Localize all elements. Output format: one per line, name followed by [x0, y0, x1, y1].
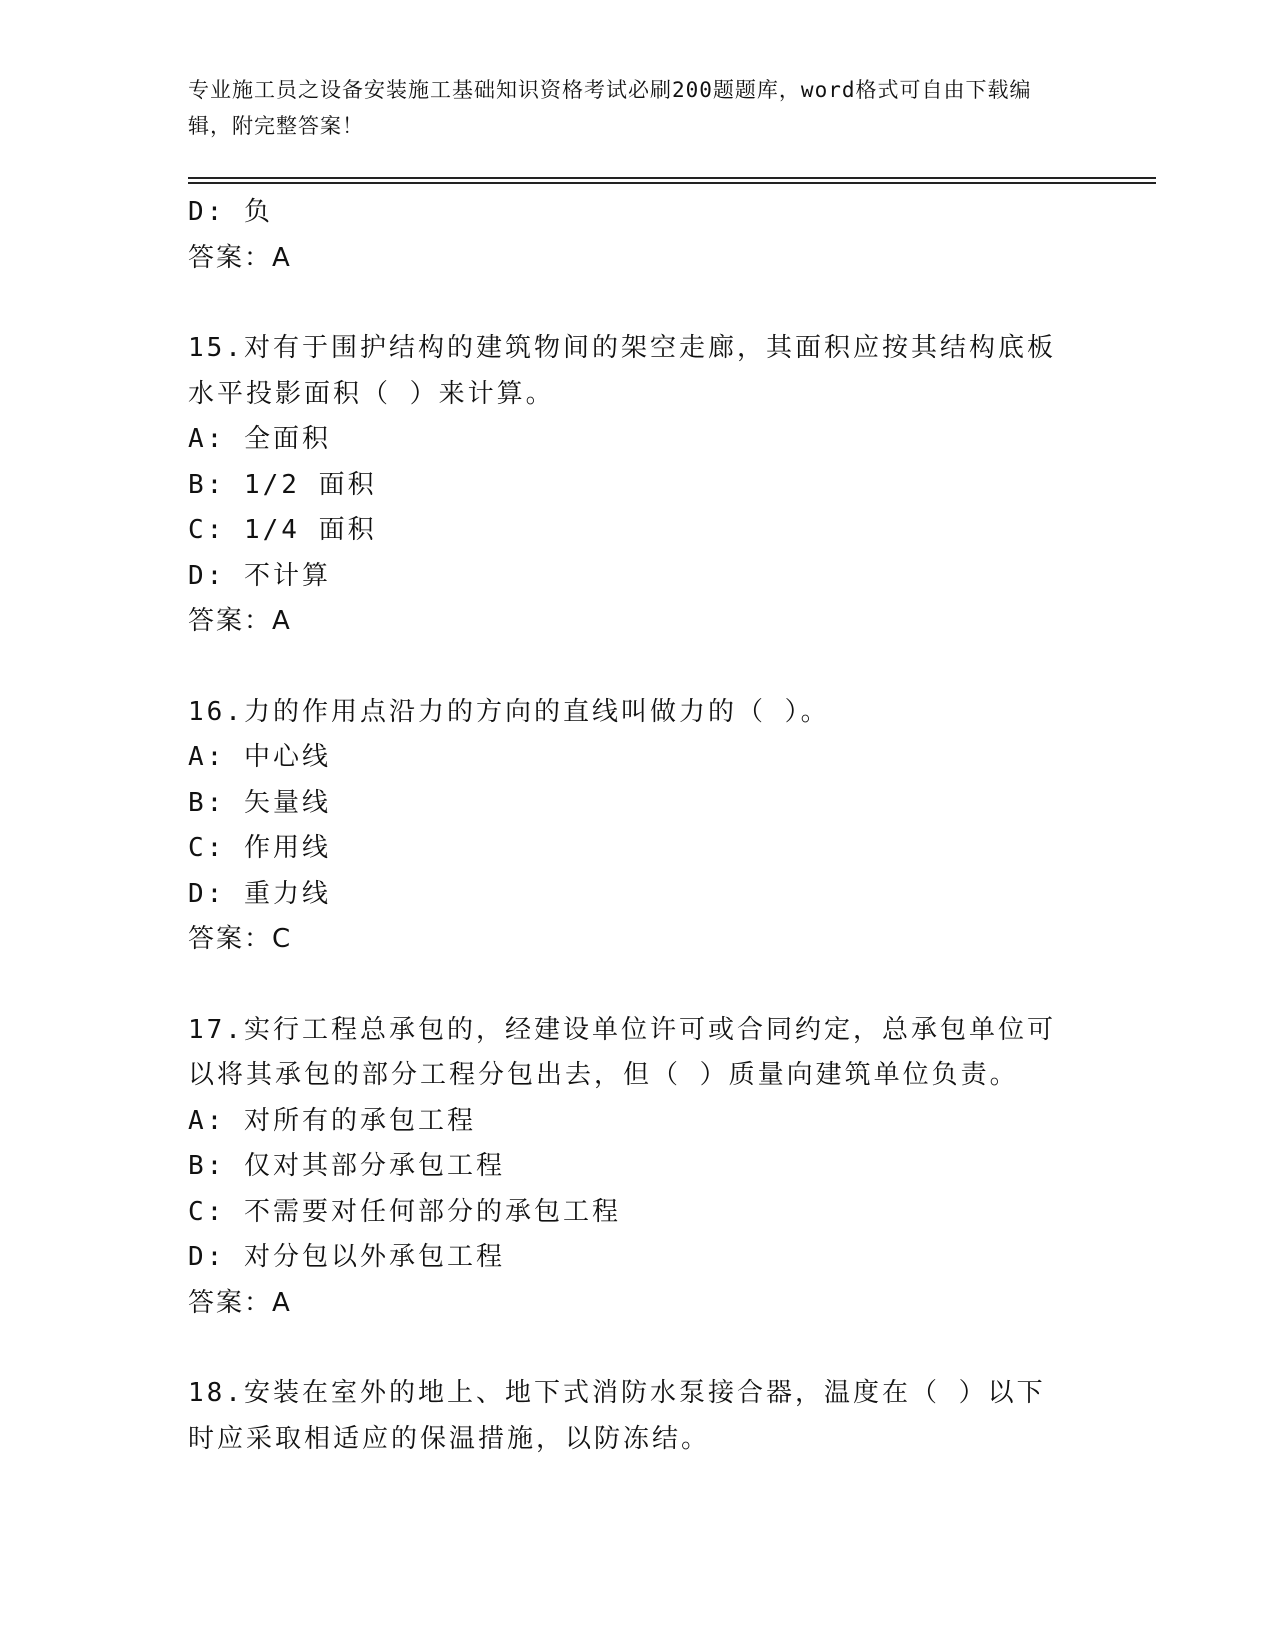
option-d: D: 对分包以外承包工程: [188, 1242, 505, 1272]
question-17: [188, 1008, 1088, 1327]
option-c: C: 不需要对任何部分的承包工程: [188, 1196, 621, 1227]
question-text: 17.实行工程总承包的，经建设单位许可或合同约定，总承包单位可以将其承包的部分工程分包出去，但（ ）质量向建筑单位负责。: [188, 1014, 1056, 1090]
option-a: A: 中心线: [188, 742, 331, 772]
option-c: C: 1/4 面积: [188, 515, 377, 545]
question-18: [188, 1371, 1088, 1462]
question-text: 15.对有于围护结构的建筑物间的架空走廊，其面积应按其结构底板水平投影面积（ ）来计算。: [188, 333, 1056, 409]
question-text: 18.安装在室外的地上、地下式消防水泵接合器，温度在（ ）以下时应采取相适应的保温措施，以防冻结。: [188, 1378, 1046, 1454]
option-b: B: 仅对其部分承包工程: [188, 1151, 505, 1181]
option-d: D: 重力线: [188, 878, 331, 909]
header-divider-top: [188, 177, 1156, 179]
answer-line: 答案：A: [188, 242, 292, 273]
option-a: A: 全面积: [188, 424, 331, 454]
option-b: B: 1/2 面积: [188, 469, 377, 500]
option-c: C: 作用线: [188, 833, 331, 863]
question-16: [188, 690, 1088, 963]
previous-question-tail: [188, 190, 1088, 281]
answer-line: 答案：A: [188, 606, 292, 636]
question-text: 16.力的作用点沿力的方向的直线叫做力的（ ）。: [188, 696, 830, 727]
answer-line: 答案：C: [188, 924, 293, 954]
header-divider-bottom: [188, 182, 1156, 184]
document-header: 专业施工员之设备安装施工基础知识资格考试必刷200题题库，word格式可自由下载编辑，附完整答案！: [188, 78, 1032, 138]
option-d: D: 不计算: [188, 560, 331, 591]
option-d: D: 负: [188, 197, 273, 227]
answer-line: 答案：A: [188, 1287, 292, 1318]
question-content: [188, 190, 1088, 1462]
question-15: [188, 326, 1088, 645]
option-a: A: 对所有的承包工程: [188, 1105, 476, 1136]
option-b: B: 矢量线: [188, 787, 331, 818]
